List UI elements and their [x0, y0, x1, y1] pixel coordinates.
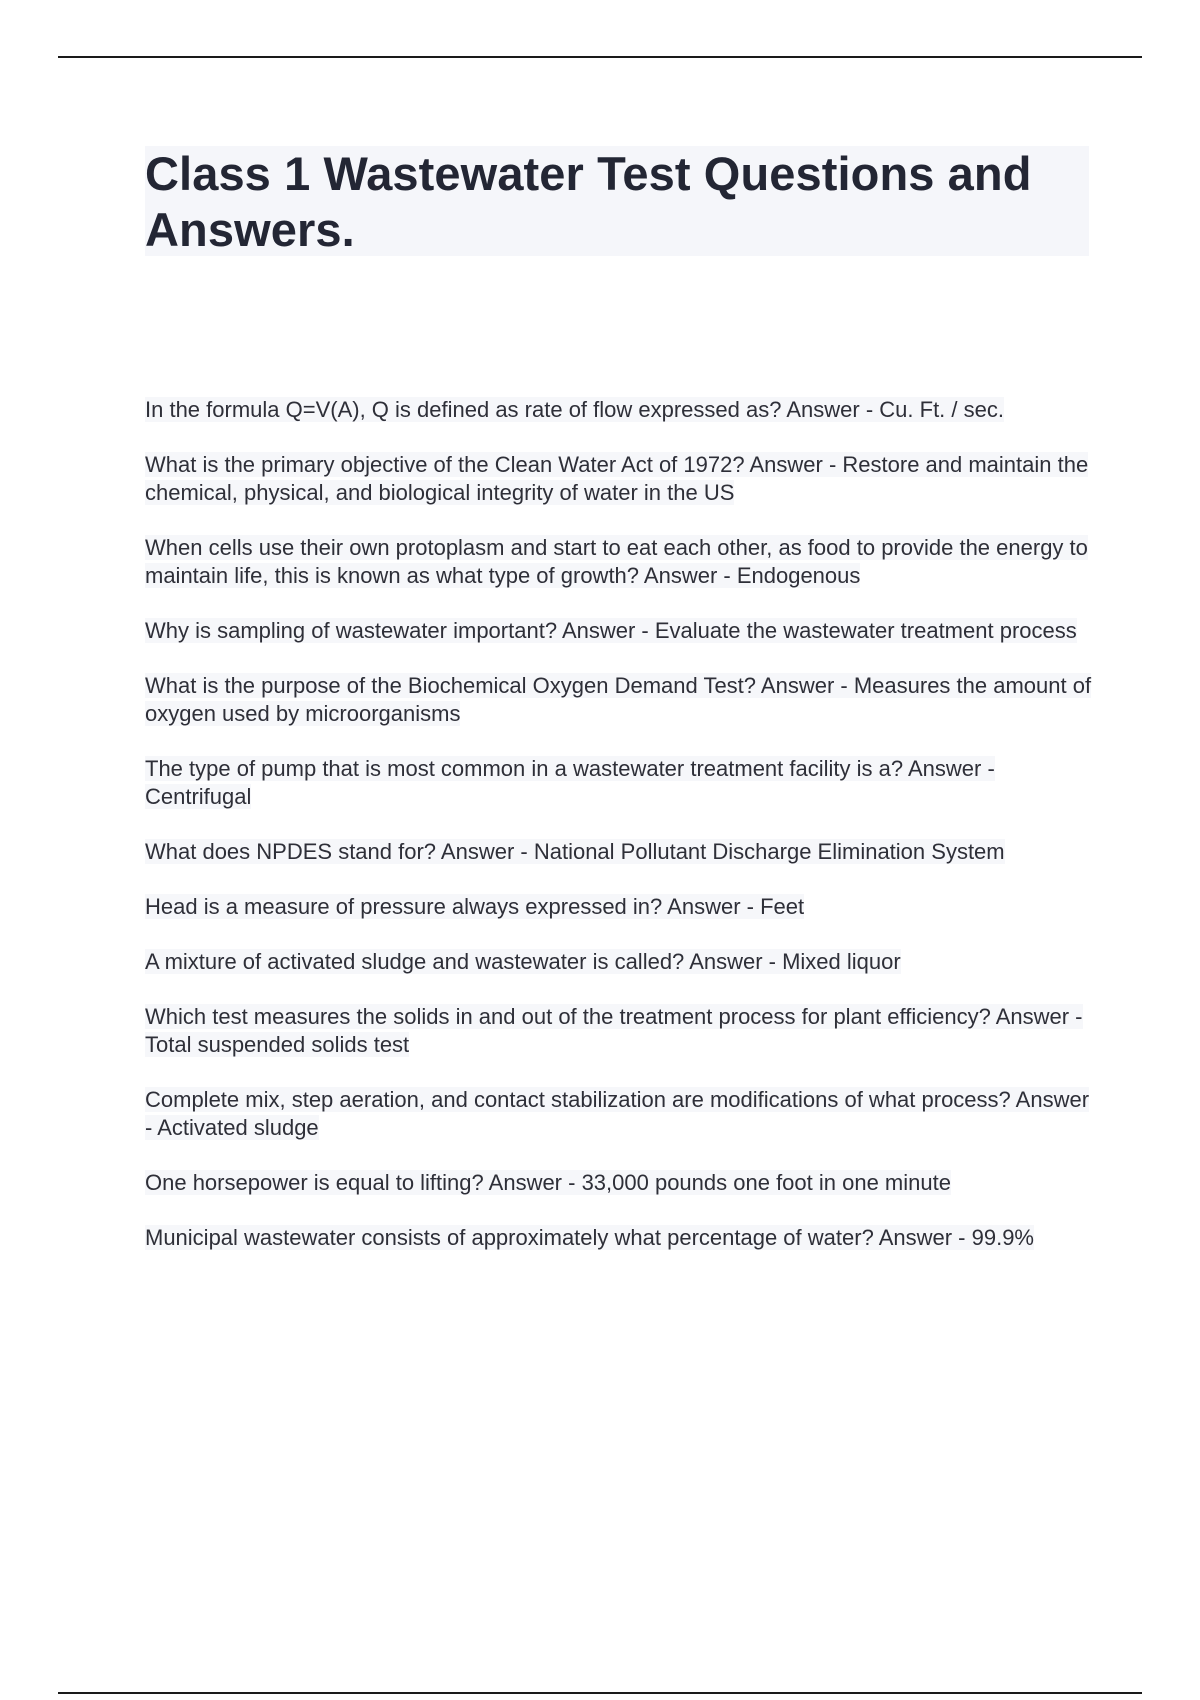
page-title: Class 1 Wastewater Test Questions and Answers. [145, 147, 1032, 256]
top-rule [58, 56, 1142, 58]
qa-list [145, 396, 1095, 1279]
qa-item: Complete mix, step aeration, and contact stabilization are modifications of what process? Answer - Activated sludge [145, 1087, 1090, 1140]
bottom-rule [58, 1692, 1142, 1694]
qa-item: The type of pump that is most common in a wastewater treatment facility is a? Answer - Centrifugal [145, 756, 995, 809]
qa-item: Municipal wastewater consists of approximately what percentage of water? Answer - 99.9% [145, 1225, 1034, 1250]
qa-item: In the formula Q=V(A), Q is defined as rate of flow expressed as? Answer - Cu. Ft. / sec. [145, 397, 1004, 422]
qa-item: One horsepower is equal to lifting? Answer - 33,000 pounds one foot in one minute [145, 1170, 951, 1195]
qa-item: When cells use their own protoplasm and start to eat each other, as food to provide the energy to maintain life, this is known as what type of growth? Answer - Endogenous [145, 535, 1088, 588]
qa-item: Which test measures the solids in and out of the treatment process for plant efficiency? Answer - Total suspended solids test [145, 1004, 1083, 1057]
qa-item: What is the primary objective of the Clean Water Act of 1972? Answer - Restore and maintain the chemical, physical, and biological integrity of water in the US [145, 452, 1089, 505]
qa-item: Head is a measure of pressure always expressed in? Answer - Feet [145, 894, 805, 919]
qa-item: A mixture of activated sludge and wastewater is called? Answer - Mixed liquor [145, 949, 901, 974]
title-block [145, 146, 1089, 256]
qa-item: What does NPDES stand for? Answer - National Pollutant Discharge Elimination System [145, 839, 1005, 864]
qa-item: Why is sampling of wastewater important? Answer - Evaluate the wastewater treatment process [145, 618, 1077, 643]
qa-item: What is the purpose of the Biochemical Oxygen Demand Test? Answer - Measures the amount of oxygen used by microorganisms [145, 673, 1092, 726]
